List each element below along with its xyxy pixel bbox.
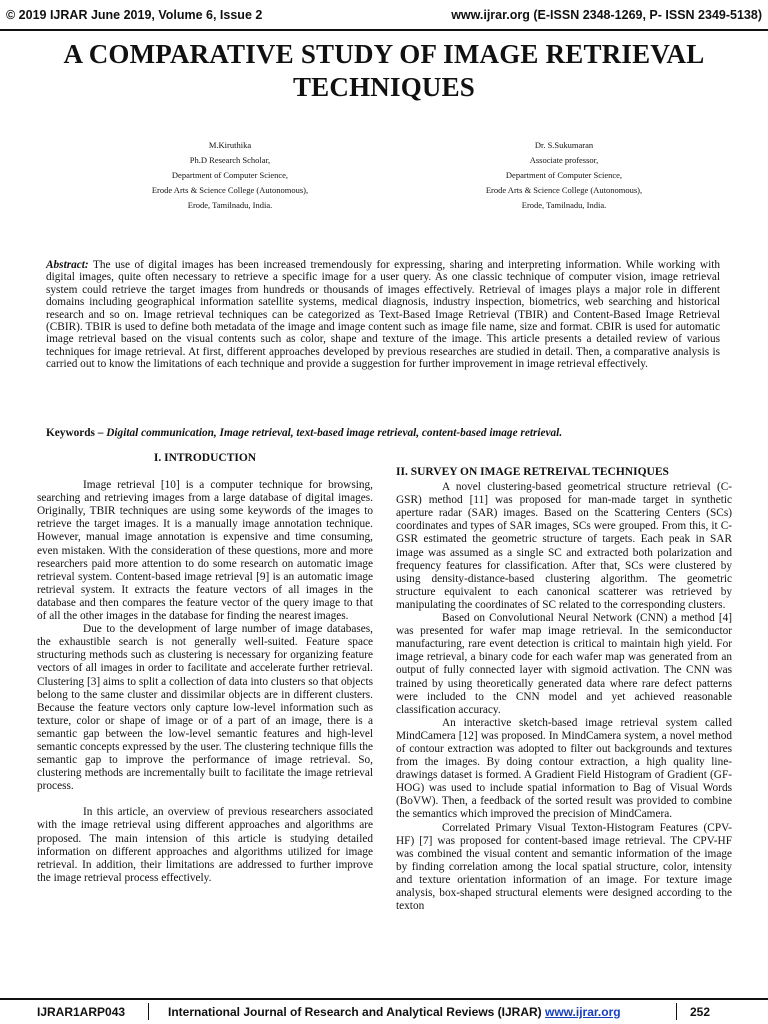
paragraph: Based on Convolutional Neural Network (CNN) a method [4] was presented for wafer map image retrieval. In the semiconductor manufacturing, rare event detection is critical to maintain high yield. For image retrieval, a binary code for each wafer map was generated from an output of fully connected layer with sigmoid activation. The CNN was trained by using theoretically generated data where rare defect patterns were included to the CNN model and yet achieved reasonable classification accuracy. [396, 612, 732, 716]
author-block-1 [100, 138, 360, 213]
header-issue-info: © 2019 IJRAR June 2019, Volume 6, Issue 2 [6, 8, 263, 22]
header-journal-info [451, 8, 762, 22]
section-heading: I. INTRODUCTION [153, 452, 257, 464]
page-header [0, 0, 768, 32]
author-city: Erode, Tamilnadu, India. [521, 200, 607, 210]
author-college: Erode Arts & Science College (Autonomous), [485, 185, 643, 195]
section-heading: II. SURVEY ON IMAGE RETREIVAL TECHNIQUES [396, 466, 669, 478]
author-name: Dr. S.Sukumaran [534, 140, 594, 150]
page-footer [0, 1003, 768, 1021]
author-dept: Department of Computer Science, [505, 170, 623, 180]
author-role: Ph.D Research Scholar, [189, 155, 271, 165]
introduction-section [37, 452, 373, 885]
author-college: Erode Arts & Science College (Autonomous), [151, 185, 309, 195]
abstract [46, 259, 720, 371]
footer-site-link[interactable]: www.ijrar.org [545, 1005, 621, 1019]
abstract-text: The use of digital images has been increased tremendously for expressing, sharing and interpreting information. While working with digital images, quite often necessary to retrieve a specific image for a user query. As one classic technique of computer vision, image retrieval system could retrieve the target images from hundreds or thousands of images effectively. Retrieval of images plays a major role in different domains including geographical information satellite systems, medical diagnosis, industry inspection, biometrics, web searching and historical research and so on. Image retrieval techniques can be categorized as Text-Based Image Retrieval (TBIR) and Content-Based Image Retrieval (CBIR). TBIR is used to define both metadata of the image and image content such as image file name, size and format. CBIR is used for automatic image retrieval based on the visual contents such as color, shape and texture of the image. This article presents a detailed review of various techniques for image retrieval. At first, different approaches developed by previous researches are studied in detail. Then, a comparative analysis is carried out to know the limitations of each technique and provide a suggestion for further improvement in image retrieval effectively. [46, 259, 720, 371]
paragraph: Image retrieval [10] is a computer technique for browsing, searching and retrieving images from a large database of digital images. Originally, TBIR techniques are using some keywords of the images to retrieve the target images. It is a manually image annotation technique. However, manual image annotation is expensive and time consuming, even mistaken. With the consideration of these questions, more and more researchers paid more attention to do some research on automatic image retrieval system. Content-based image retrieval [9] is an automatic image retrieval system. It extracts the feature vectors of all images in the database and then compares the feature vector of the query image to that of all the other images in the database for finding the nearest images. [37, 479, 373, 623]
author-city: Erode, Tamilnadu, India. [187, 200, 273, 210]
journal-name [168, 1005, 621, 1019]
header-site-link[interactable]: www.ijrar.org [451, 8, 530, 22]
survey-section [396, 466, 732, 913]
author-role: Associate professor, [529, 155, 599, 165]
author-name: M.Kiruthika [208, 140, 252, 150]
paragraph: An interactive sketch-based image retrieval system called MindCamera [12] was proposed. In MindCamera system, a novel method of contour extraction was adopted to filter out backgrounds and textures from the images. By doing contour extraction, a high quality line-drawings dataset is formed. A Gradient Field Histogram of Gradient (GF-HOG) was used to include spatial information to Bag of Visual Words (BoVW). Then, a feedback of the sorted result was provided to combine the semantics which improved the precision of MindCamera. [396, 716, 732, 821]
journal-title: International Journal of Research and Analytical Reviews (IJRAR) [168, 1005, 545, 1019]
keywords-text: Digital communication, Image retrieval, text-based image retrieval, content-based image retrieval. [106, 427, 563, 439]
keywords-label: Keywords – [46, 427, 107, 439]
paragraph: In this article, an overview of previous researchers associated with the image retrieval using different approaches and algorithms are proposed. The main intension of this article is studying detailed information on different approaches and algorithms utilized for image retrieval. In addition, their limitations are addressed to further improve the image retrieval process effectively. [37, 806, 373, 884]
keywords [46, 427, 720, 440]
abstract-label: Abstract: [46, 259, 89, 271]
footer-divider [148, 1003, 149, 1020]
paragraph: Correlated Primary Visual Texton-Histogram Features (CPV-HF) [7] was proposed for content-based image retrieval. The CPV-HF was combined the visual content and semantic information of the image by finding correlation among the local spatial structure, color, intensity and texture orientation information of an image. For texture image analysis, box-shaped structural elements were designed according to the texton [396, 821, 732, 913]
header-issn: (E-ISSN 2348-1269, P- ISSN 2349-5138) [529, 8, 762, 22]
page-number: 252 [690, 1005, 711, 1019]
paper-code: IJRAR1ARP043 [37, 1005, 126, 1019]
author-block-2 [434, 138, 694, 213]
footer-divider [676, 1003, 677, 1020]
author-dept: Department of Computer Science, [171, 170, 289, 180]
paragraph: A novel clustering-based geometrical structure retrieval (C-GSR) method [11] was proposed for man-made target in synthetic aperture radar (SAR) images. Based on the Scattering Centers (SCs) coordinates and types of SAR images, SCs were grouped. From this, it C-GSR estimated the geometric structure of targets. Each peak in SAR image was assumed as a single SC and extracted both polarization and frequency features for classification. After that, SCs were clustered by using density-distance-based clustering algorithm. The geometric structure equivalent to each canonical scatterer was retrieved by manipulating the coordinates of SC related to the corresponding clusters. [396, 481, 732, 611]
paragraph: Due to the development of large number of image databases, the exhaustible search is not generally well-suited. Feature space structuring methods such as clustering is necessary for organizing feature vectors of all images in order to facilitate and accelerate further retrieval. Clustering [3] aims to split a collection of data into clusters so that objects belong to the same cluster and dissimilar objects are in different clusters. Because the feature vectors only capture low-level information such as texture, color or shape of image or of a part of an image, there is a semantic gap between the low-level semantic features and high-level semantic concepts expressed by the user. The clustering technique fills the semantic gap to improve the performance of image retrieval. So, clustering methods are incrementally built to facilitate the image retrieval process. [37, 623, 373, 793]
paper-title: A COMPARATIVE STUDY OF IMAGE RETRIEVAL TECHNIQUES [63, 39, 705, 102]
header-rule [0, 29, 768, 31]
footer-rule [0, 998, 768, 1000]
